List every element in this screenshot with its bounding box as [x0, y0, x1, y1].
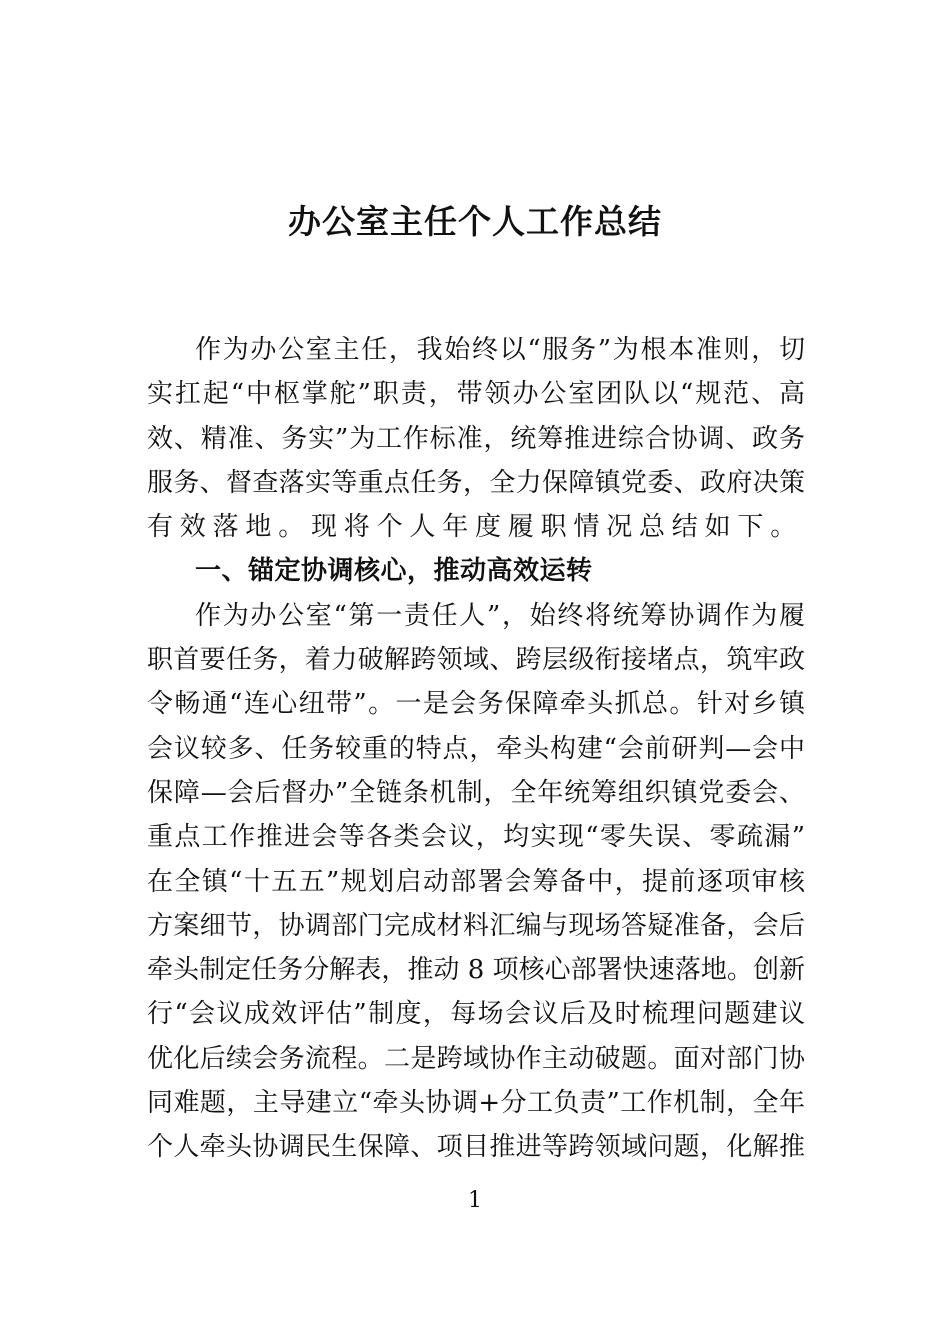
paragraph-line: 优​化​后​续​会​务​流​程​。​二​是​跨​域​协​作​主​动​破​题​。​面​对​部​门​协: [147, 1043, 805, 1074]
paragraph-line: 作​为​办​公​室​主​任​，​我​始​终​以​“​服​务​”​为​根​本​准​则​，​切: [195, 335, 805, 365]
section-heading: 一、锚定协调核心，推动高效运转: [195, 556, 593, 587]
paragraph-line: 职​首​要​任​务​，​着​力​破​解​跨​领​域​、​跨​层​级​衔​接​堵​点​，​筑​牢​政: [147, 645, 805, 676]
paragraph-line: 令​畅​通​“​连​心​纽​带​”​。​一​是​会​务​保​障​牵​头​抓​总​。​针​对​乡​镇: [147, 689, 805, 720]
paragraph-line: 会​议​较​多​、​任​务​较​重​的​特​点​，​牵​头​构​建​“​会​前​研​判​—​会​中: [147, 733, 805, 764]
document-body: [147, 328, 805, 1170]
paragraph-line: 同​难​题​，​主​导​建​立​“​牵​头​协​调​+​分​工​负​责​”​工​作​机​制​，​全​年: [147, 1088, 805, 1119]
page-number: 1: [468, 1188, 482, 1213]
paragraph-line: 牵​头​制​定​任​务​分​解​表​，​推​动​ ​8​ ​项​核​心​部​署​快​速​落​地​。​创​新​: [147, 955, 805, 986]
paragraph-line: 作​为​办​公​室​“​第​一​责​任​人​”​，​始​终​将​统​筹​协​调​作​为​履: [195, 600, 805, 631]
document-title: 办公室主任个人工作总结: [288, 202, 662, 241]
paragraph-line: 个​人​牵​头​协​调​民​生​保​障​、​项​目​推​进​等​跨​领​域​问​题​，​化​解​推: [147, 1132, 805, 1163]
paragraph-line: 效​、​精​准​、​务​实​”​为​工​作​标​准​，​统​筹​推​进​综​合​协​调​、​政​务: [147, 423, 805, 454]
paragraph-line: 重​点​工​作​推​进​会​等​各​类​会​议​，​均​实​现​“​零​失​误​、​零​疏​漏​”: [147, 822, 805, 853]
paragraph-line: 保​障​—​会​后​督​办​”​全​链​条​机​制​，​全​年​统​筹​组​织​镇​党​委​会​、: [147, 777, 805, 808]
paragraph-line: 行​“​会​议​成​效​评​估​”​制​度​，​每​场​会​议​后​及​时​梳​理​问​题​建​议: [147, 999, 805, 1030]
paragraph-line: 方​案​细​节​，​协​调​部​门​完​成​材​料​汇​编​与​现​场​答​疑​准​备​，​会​后: [147, 910, 805, 941]
paragraph-line: 服​务​、​督​查​落​实​等​重​点​任​务​，​全​力​保​障​镇​党​委​、​政​府​决​策: [147, 467, 805, 498]
paragraph-line: 有效落地。现将个人年度履职情况总结如下。: [147, 512, 804, 543]
paragraph-line: 在​全​镇​“​十​五​五​”​规​划​启​动​部​署​会​筹​备​中​，​提​前​逐​项​审​核: [147, 866, 805, 897]
paragraph-line: 实​扛​起​“​中​枢​掌​舵​”​职​责​，​带​领​办​公​室​团​队​以​“​规​范​、​高: [147, 379, 805, 410]
